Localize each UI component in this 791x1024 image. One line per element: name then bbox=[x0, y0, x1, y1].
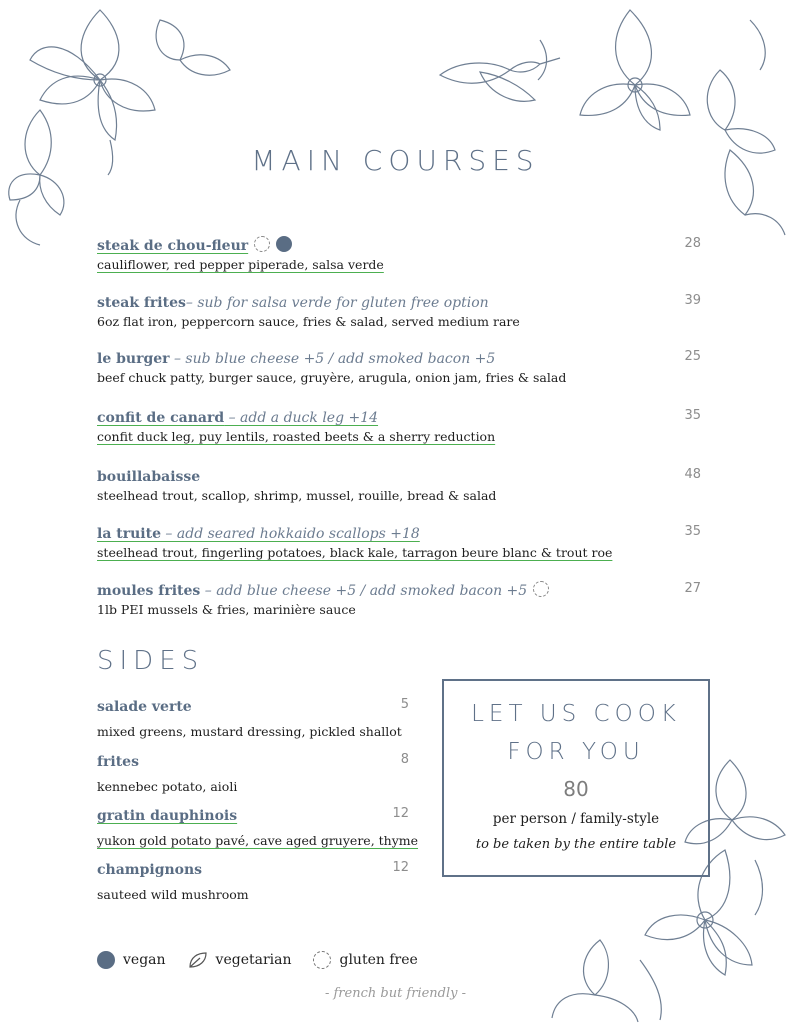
gluten-free-icon bbox=[254, 236, 270, 252]
menu-item-title-line bbox=[97, 236, 701, 256]
menu-item-price: 25 bbox=[684, 349, 701, 364]
vegan-icon bbox=[276, 236, 292, 252]
side-item bbox=[97, 697, 409, 741]
menu-item-name: steak de chou-fleur bbox=[97, 238, 249, 254]
menu-item-note: – sub for salsa verde for gluten free option bbox=[185, 295, 489, 311]
menu-item-note: – add blue cheese +5 / add smoked bacon +5 bbox=[200, 583, 528, 599]
menu-item-price: 35 bbox=[684, 408, 701, 423]
legend-gluten-free-label: gluten free bbox=[339, 952, 418, 968]
cook-title-line1: LET US COOK bbox=[471, 701, 681, 727]
menu-item bbox=[97, 293, 701, 331]
sides-heading: SIDES bbox=[97, 646, 205, 676]
menu-item-description: beef chuck patty, burger sauce, gruyère, arugula, onion jam, fries & salad bbox=[97, 370, 567, 385]
menu-item-title-line bbox=[97, 581, 701, 601]
menu-item-description: cauliflower, red pepper piperade, salsa verde bbox=[97, 257, 384, 272]
menu-item-description: 1lb PEI mussels & fries, marinière sauce bbox=[97, 602, 356, 617]
dietary-legend bbox=[97, 951, 418, 969]
side-item-description: mixed greens, mustard dressing, pickled shallot bbox=[97, 724, 402, 739]
cook-box-per-person: per person / family-style bbox=[492, 811, 660, 827]
let-us-cook-box bbox=[442, 679, 710, 877]
menu-item-title-line bbox=[97, 467, 701, 487]
menu-item-name: le burger bbox=[97, 351, 170, 367]
menu-item-name: la truite bbox=[97, 526, 161, 542]
cook-box-note: to be taken by the entire table bbox=[475, 837, 677, 852]
menu-item-title-line bbox=[97, 349, 701, 369]
side-item bbox=[97, 806, 419, 850]
floral-corner-top-left bbox=[0, 0, 260, 250]
menu-item bbox=[97, 408, 701, 446]
side-item-price: 5 bbox=[400, 697, 409, 712]
side-item-name: champignons bbox=[97, 862, 203, 878]
menu-item-name: bouillabaisse bbox=[97, 469, 201, 485]
menu-item-title-line bbox=[97, 524, 701, 544]
side-item bbox=[97, 752, 409, 796]
main-courses-heading: MAIN COURSES bbox=[251, 144, 540, 177]
menu-item-description: steelhead trout, fingerling potatoes, black kale, tarragon beure blanc & trout roe bbox=[97, 545, 613, 560]
side-item bbox=[97, 860, 409, 904]
menu-item-price: 27 bbox=[684, 581, 701, 596]
side-item-name: gratin dauphinois bbox=[97, 808, 238, 824]
vegan-icon bbox=[97, 951, 115, 969]
menu-item bbox=[97, 524, 701, 562]
menu-item-note: – add seared hokkaido scallops +18 bbox=[160, 526, 420, 542]
menu-item bbox=[97, 236, 701, 274]
cook-title-line2: FOR YOU bbox=[507, 739, 645, 765]
leaf-icon bbox=[188, 951, 208, 969]
side-item-description: sauteed wild mushroom bbox=[97, 887, 249, 902]
legend-vegetarian-label: vegetarian bbox=[215, 952, 292, 968]
menu-item-description: 6oz flat iron, peppercorn sauce, fries & salad, served medium rare bbox=[97, 314, 520, 329]
menu-item-title-line bbox=[97, 293, 701, 313]
floral-corner-top-right bbox=[420, 0, 791, 250]
menu-item-price: 48 bbox=[684, 467, 701, 482]
cook-box-price: 80 bbox=[563, 777, 589, 801]
menu-item-description: confit duck leg, puy lentils, roasted beets & a sherry reduction bbox=[97, 429, 496, 444]
menu-item-description: steelhead trout, scallop, shrimp, mussel, rouille, bread & salad bbox=[97, 488, 497, 503]
side-item-description: kennebec potato, aioli bbox=[97, 779, 238, 794]
menu-item bbox=[97, 467, 701, 505]
menu-item bbox=[97, 581, 701, 619]
menu-item-name: steak frites bbox=[97, 295, 186, 311]
side-item-price: 8 bbox=[400, 752, 409, 767]
gluten-free-icon bbox=[533, 581, 549, 597]
menu-item-name: confit de canard bbox=[97, 410, 225, 426]
menu-item-note: – add a duck leg +14 bbox=[224, 410, 379, 426]
tagline: - french but friendly - bbox=[324, 986, 467, 1001]
menu-item-title-line bbox=[97, 408, 701, 428]
menu-item-price: 39 bbox=[684, 293, 701, 308]
menu-item-price: 28 bbox=[684, 236, 701, 251]
cook-box-title bbox=[444, 695, 708, 771]
side-item-name: salade verte bbox=[97, 699, 192, 715]
legend-vegan-label: vegan bbox=[123, 952, 166, 968]
side-item-price: 12 bbox=[392, 860, 409, 875]
menu-item-price: 35 bbox=[684, 524, 701, 539]
menu-item bbox=[97, 349, 701, 387]
side-item-description: yukon gold potato pavé, cave aged gruyere, thyme bbox=[97, 833, 419, 848]
menu-item-note: – sub blue cheese +5 / add smoked bacon +5 bbox=[169, 351, 496, 367]
side-item-name: frites bbox=[97, 754, 139, 770]
gluten-free-icon bbox=[313, 951, 331, 969]
menu-item-name: moules frites bbox=[97, 583, 201, 599]
side-item-price: 12 bbox=[392, 806, 409, 821]
